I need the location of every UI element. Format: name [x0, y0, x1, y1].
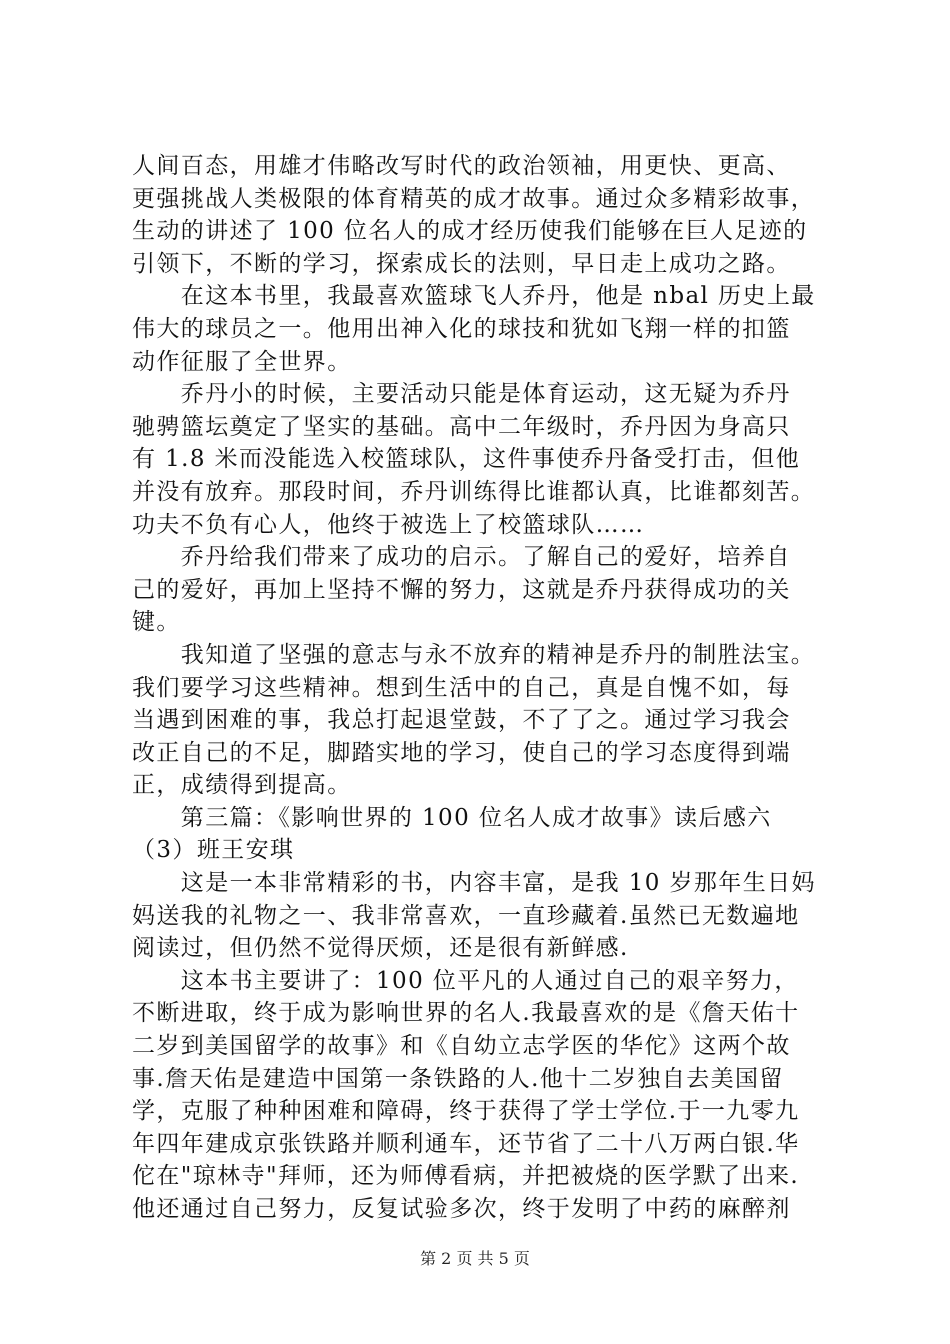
page-number-footer: 第 2 页 共 5 页 [420, 1249, 530, 1268]
text-line: 这是一本非常精彩的书，内容丰富，是我 10 岁那年生日妈 [132, 870, 816, 897]
text-line: 年四年建成京张铁路并顺利通车，还节省了二十八万两白银.华 [132, 1130, 800, 1157]
text-line: 己的爱好，再加上坚持不懈的努力，这就是乔丹获得成功的关 [132, 576, 791, 603]
text-line: 他还通过自己努力，反复试验多次，终于发明了中药的麻醉剂 [132, 1196, 791, 1222]
text-line: 阅读过，但仍然不觉得厌烦，还是很有新鲜感. [132, 935, 629, 962]
body-text [132, 150, 852, 1226]
text-line: 佗在"琼林寺"拜师，还为师傅看病，并把被烧的医学默了出来. [132, 1163, 800, 1190]
section-heading-line: 第三篇：《影响世界的 100 位名人成才故事》读后感六 [132, 804, 772, 831]
text-line: 更强挑战人类极限的体育精英的成才故事。通过众多精彩故事， [132, 185, 816, 212]
text-line: 伟大的球员之一。他用出神入化的球技和犹如飞翔一样的扣篮 [132, 315, 791, 342]
text-line: 并没有放弃。那段时间，乔丹训练得比谁都认真，比谁都刻苦。 [132, 478, 816, 505]
text-line: 人间百态，用雄才伟略改写时代的政治领袖，用更快、更高、 [132, 153, 791, 179]
text-line: 正，成绩得到提高。 [132, 772, 352, 799]
section-heading-line: （3）班王安琪 [132, 837, 295, 864]
text-line: 不断进取，终于成为影响世界的名人.我最喜欢的是《詹天佑十 [132, 1000, 800, 1027]
text-line: 学，克服了种种困难和障碍，终于获得了学士学位.于一九零九 [132, 1098, 800, 1125]
text-line: 生动的讲述了 100 位名人的成才经历使我们能够在巨人足迹的 [132, 218, 808, 245]
text-line: 有 1.8 米而没能选入校篮球队，这件事使乔丹备受打击，但他 [132, 446, 801, 473]
text-line: 我们要学习这些精神。想到生活中的自己，真是自愧不如，每 [132, 674, 791, 701]
text-line: 事.詹天佑是建造中国第一条铁路的人.他十二岁独自去美国留 [132, 1065, 784, 1092]
text-line: 功夫不负有心人，他终于被选上了校篮球队…… [132, 511, 645, 538]
text-line: 乔丹小的时候，主要活动只能是体育运动，这无疑为乔丹 [132, 381, 791, 408]
text-line: 我知道了坚强的意志与永不放弃的精神是乔丹的制胜法宝。 [132, 641, 816, 668]
text-line: 改正自己的不足，脚踏实地的学习，使自己的学习态度得到端 [132, 739, 791, 766]
text-line: 键。 [132, 609, 181, 636]
text-line: 引领下，不断的学习，探索成长的法则，早日走上成功之路。 [132, 250, 791, 277]
text-line: 在这本书里，我最喜欢篮球飞人乔丹，他是 nbal 历史上最 [132, 283, 816, 310]
text-line: 驰骋篮坛奠定了坚实的基础。高中二年级时，乔丹因为身高只 [132, 413, 791, 440]
text-line: 动作征服了全世界。 [132, 348, 352, 375]
text-line: 这本书主要讲了：100 位平凡的人通过自己的艰辛努力， [132, 967, 799, 994]
text-line: 二岁到美国留学的故事》和《自幼立志学医的华佗》这两个故 [132, 1033, 791, 1060]
text-line: 乔丹给我们带来了成功的启示。了解自己的爱好，培养自 [132, 544, 791, 571]
text-line: 当遇到困难的事，我总打起退堂鼓，不了了之。通过学习我会 [132, 707, 791, 734]
text-line: 妈送我的礼物之一、我非常喜欢，一直珍藏着.虽然已无数遍地 [132, 902, 800, 929]
